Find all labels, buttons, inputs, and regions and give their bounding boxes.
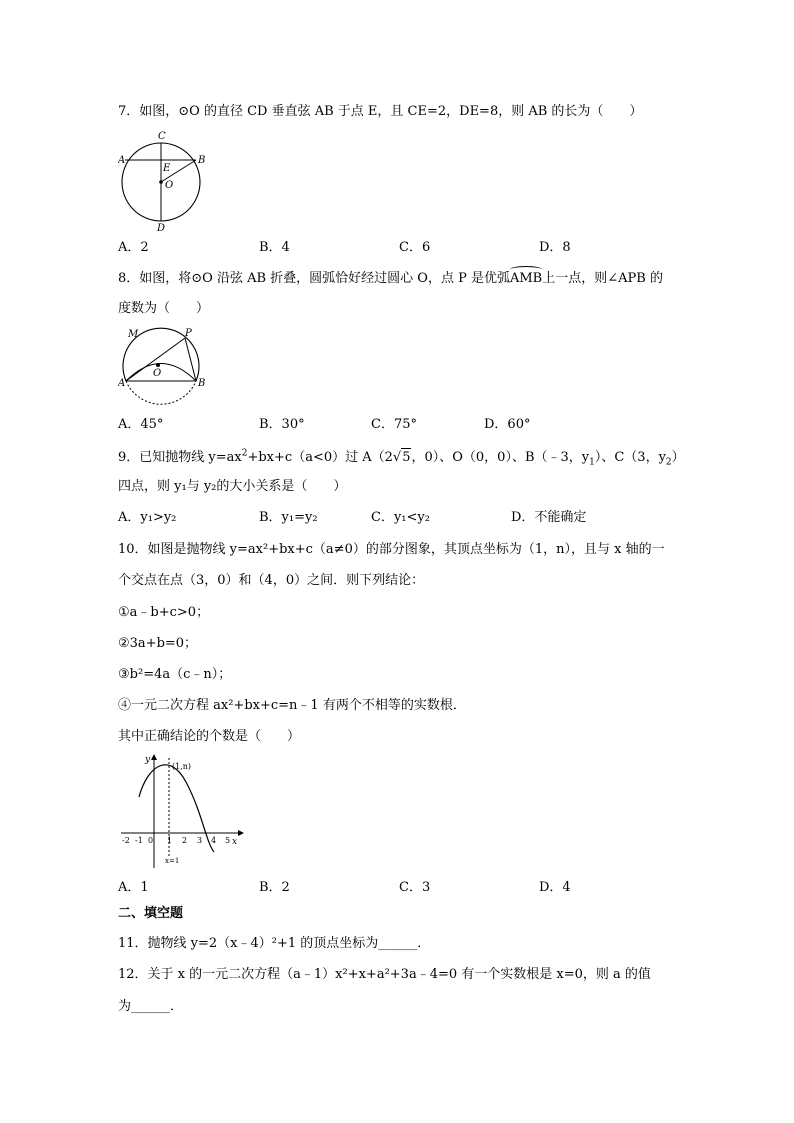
q8-label-p: P: [185, 328, 192, 339]
q10-option-a: A．1: [118, 880, 149, 895]
q10-tick-4: 4: [211, 836, 217, 845]
q9-part-c: ，0）、O（0，0）、B（﹣3，y: [411, 450, 590, 465]
q8-dashed-arc: [126, 381, 196, 404]
q10-stem-line2: 个交点在点（3，0）和（4，0）之间．则下列结论：: [118, 573, 425, 588]
q8-arc-amb: AMB: [509, 271, 543, 286]
q9-part-d: ）、C（3，y: [594, 450, 666, 465]
q8-figure: [118, 326, 210, 410]
q7-option-a: A．2: [118, 240, 149, 255]
q8-stem-part2: 上一点，则∠APB 的: [542, 271, 663, 286]
q7-center-dot: [159, 180, 163, 184]
q10-x-arrow: [238, 830, 244, 836]
q10-option-b: B．2: [259, 880, 290, 895]
q10-tick-1: 1: [167, 836, 173, 845]
q7-label-a: A: [118, 155, 126, 166]
q8-option-b: B．30°: [259, 417, 305, 432]
q9-sup: 2: [241, 448, 248, 459]
q8-label-o: O: [153, 368, 162, 379]
q9-option-a: A．y₁>y₂: [118, 510, 177, 525]
q8-stem-line1: [118, 270, 663, 288]
q10-conclusion-1: ①a﹣b+c>0；: [118, 605, 210, 620]
q10-label-axis: x=1: [165, 857, 180, 865]
section-fill-in-heading: 二、填空题: [118, 906, 184, 921]
q7-figure: [118, 126, 208, 236]
q10-tick-2: 2: [182, 836, 188, 845]
q8-option-d: D．60°: [484, 417, 531, 432]
q8-stem-line2: 度数为（ ）: [118, 301, 210, 316]
q9-stem-line1: 9．已知抛物线 $y=ax^2+bx+c(a<0)$过 A（2√5，0）、O（0，0）、B（﹣3，$y_1$）、C（3，$y_2$）: [118, 448, 685, 468]
q10-tick-3: 3: [197, 836, 203, 845]
q7-option-b: B．4: [259, 240, 290, 255]
q10-conclusion-3: ③b²=4a（c﹣n）；: [118, 667, 232, 682]
q9-sub1: 1: [589, 457, 595, 468]
q8-label-m: M: [128, 329, 139, 340]
q10-stem-line1: 10．如图是抛物线 y=ax²+bx+c（a≠0）的部分图象，其顶点坐标为（1，n），且与 x 轴的一: [118, 542, 665, 557]
q8-label-b: B: [198, 378, 206, 389]
q8-option-a: A．45°: [118, 417, 164, 432]
q9-part-a: 9．已知抛物线 y=ax: [118, 450, 242, 465]
q10-tick-neg2: -2: [122, 836, 130, 845]
q12-stem-line1: 12．关于 x 的一元二次方程（a﹣1）x²+x+a²+3a﹣4=0 有一个实数根是 x=0，则 a 的值: [118, 967, 651, 982]
q10-tick-0: 0: [148, 836, 154, 845]
q10-conclusion-2: ②3a+b=0；: [118, 636, 198, 651]
q10-stem-line7: 其中正确结论的个数是（ ）: [118, 729, 301, 744]
q10-tick-neg1: -1: [135, 836, 143, 845]
q12-stem-line2: 为______．: [118, 999, 184, 1014]
q9-part-e: ）: [671, 450, 685, 465]
q8-line-pb: [185, 338, 196, 381]
q9-option-d: D．不能确定: [511, 510, 587, 525]
q9-stem-line2: 四点，则 y₁与 y₂的大小关系是（ ）: [118, 479, 347, 494]
q10-option-c: C．3: [399, 880, 431, 895]
q10-label-vertex: (1,n): [172, 762, 192, 771]
q7-label-b: B: [198, 155, 206, 166]
q10-y-arrow: [151, 754, 157, 760]
q10-label-y: y: [145, 755, 151, 765]
q10-figure: [118, 752, 244, 876]
q7-label-e: E: [163, 163, 171, 174]
q10-conclusion-4: ④一元二次方程 ax²+bx+c=n﹣1 有两个不相等的实数根．: [118, 698, 466, 713]
q7-label-o: O: [165, 180, 174, 191]
q9-part-b: +bx+c（a<0）过 A（2: [247, 450, 393, 465]
q9-option-b: B．y₁=y₂: [259, 510, 318, 525]
q11-stem: 11．抛物线 y=2（x﹣4）²+1 的顶点坐标为______．: [118, 936, 431, 951]
q7-stem: 7．如图，⊙O 的直径 CD 垂直弦 AB 于点 E，且 CE=2，DE=8，则 AB 的长为（ ）: [118, 104, 643, 119]
q8-label-a: A: [118, 378, 126, 389]
q7-option-d: D．8: [539, 240, 571, 255]
q8-stem-part1: 8．如图，将⊙O 沿弦 AB 折叠，圆弧恰好经过圆心 O，点 P 是优弧: [118, 271, 510, 286]
q7-option-c: C．6: [399, 240, 431, 255]
q8-option-c: C．75°: [371, 417, 417, 432]
q10-label-x: x: [232, 837, 238, 847]
q9-sqrt: 5: [402, 450, 411, 465]
q9-option-c: C．y₁<y₂: [371, 510, 430, 525]
q7-label-c: C: [158, 131, 166, 142]
q10-tick-5: 5: [225, 836, 231, 845]
q8-center-dot: [156, 363, 160, 367]
q9-sub2: 2: [665, 457, 672, 468]
q7-label-d: D: [157, 223, 166, 232]
q10-option-d: D．4: [539, 880, 571, 895]
